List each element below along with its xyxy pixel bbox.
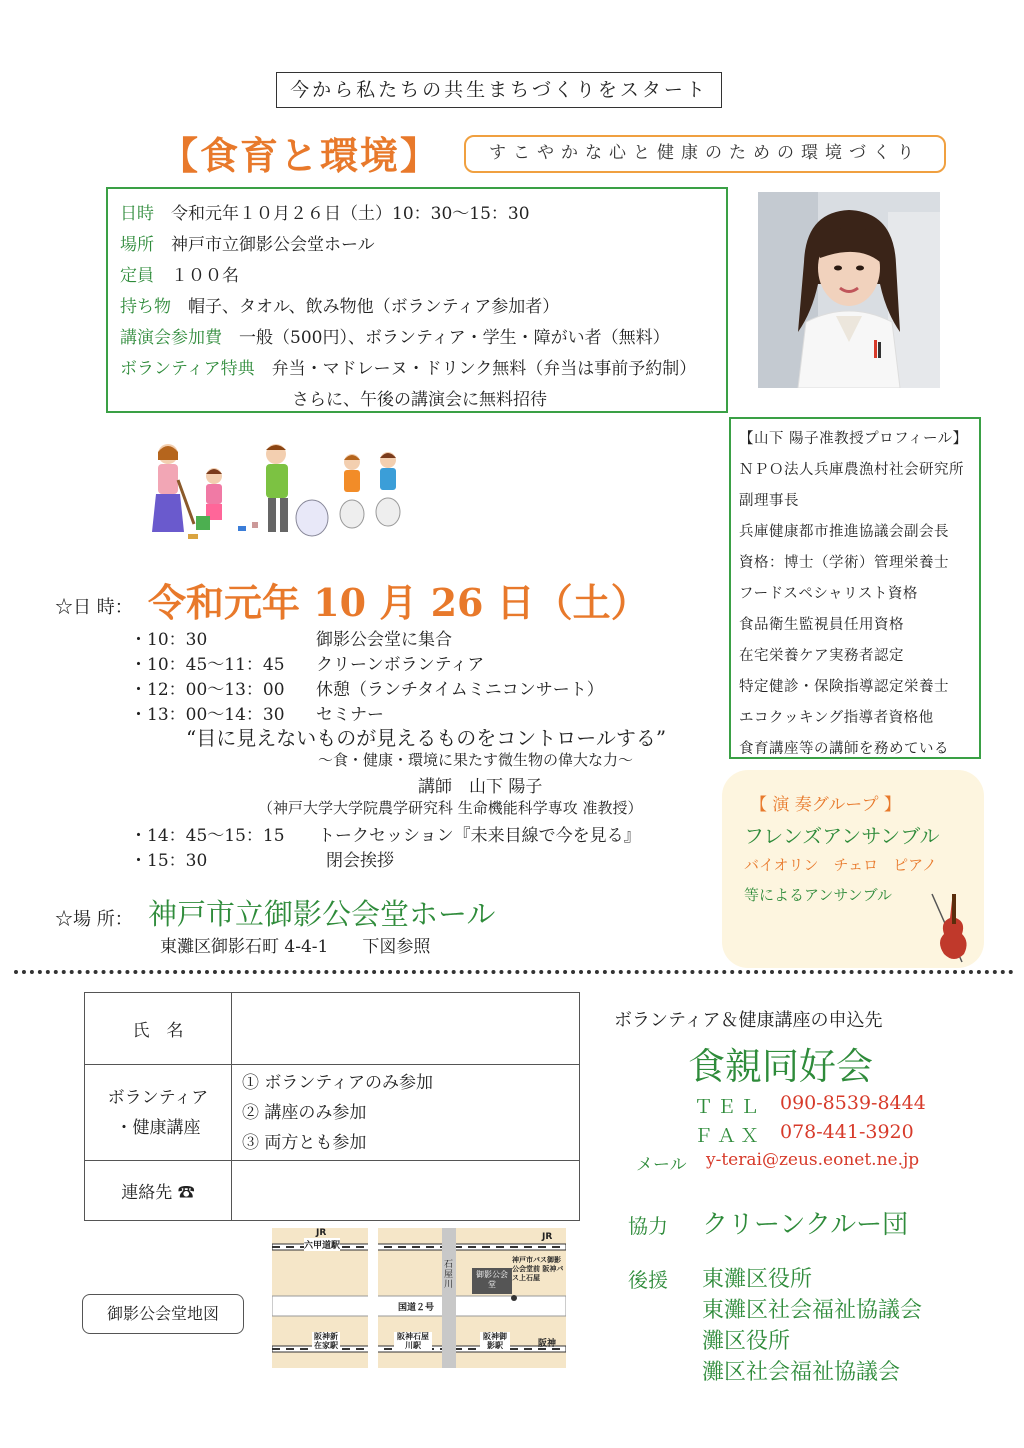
map-bus-stops: 神戸市バス御影公会堂前 阪神バス上石屋 [512,1256,564,1282]
lecturer-photo [758,192,940,388]
main-title: 【食育と環境】 [160,133,441,178]
profile-line: 兵庫健康都市推進協議会副会長 [739,524,949,540]
volunteer-label [85,1065,232,1161]
map-hall: 御影公会堂 [476,1270,508,1289]
profile-line: フードスペシャリスト資格 [739,586,918,602]
support-label: 後援 [628,1268,668,1292]
info-label: 講演会参加費 [120,328,222,348]
venue-address: 東灘区御影石町 4-4-1 下図参照 [160,937,431,957]
venue-label: ☆場 所： [55,909,133,930]
info-value: 令和元年１０月２６日（土）10：30〜15：30 [171,204,530,224]
profile-line: 食品衛生監視員任用資格 [739,617,904,633]
info-row-capacity [120,261,239,286]
info-label: 日時 [120,204,154,224]
schedule-event: トークセッション『未来目線で今を見る』 [318,826,641,846]
map-jr-left: JR [316,1228,327,1238]
info-label: 定員 [120,266,154,286]
event-date: 令和元年 10 月 26 日（土） [148,580,649,625]
tel-number[interactable]: 090-8539-8444 [780,1092,926,1114]
schedule-event: 御影公会堂に集合 [316,630,452,650]
schedule-time: ・10：45〜11：45 [130,655,285,675]
schedule-time: ・15：30 [130,851,208,871]
cooperation-org: クリーンクルー団 [702,1210,909,1240]
info-row-benefit [120,354,696,379]
schedule-time: ・10：30 [130,630,208,650]
schedule-event: 休憩（ランチタイムミニコンサート） [316,680,604,700]
cooperation-label: 協力 [628,1214,668,1238]
profile-box [729,417,981,759]
violin-icon [922,892,972,966]
volunteer-illustration [148,440,418,550]
seminar-lecturer: 講師 山下 陽子 [418,777,543,797]
participation-options[interactable] [232,1065,580,1161]
map-river: 石屋川 [444,1260,454,1290]
info-label: 場所 [120,235,154,255]
map-hanshin-station: 阪神石屋川駅 [394,1332,432,1350]
map-label: 御影公会堂地図 [82,1294,244,1334]
profile-heading: 【山下 陽子准教授プロフィール】 [739,431,968,447]
music-group-box [722,770,984,968]
schedule-time: ・14：45〜15：15 [130,826,285,846]
date-label: ☆日 時： [55,597,133,618]
music-description: 等によるアンサンブル [744,886,893,904]
supporter: 灘区社会福祉協議会 [702,1360,901,1385]
name-field[interactable] [232,993,580,1065]
apply-heading: ボランティア＆健康講座の申込先 [614,1010,883,1031]
mail-address[interactable]: y-terai@zeus.eonet.ne.jp [706,1150,920,1170]
cut-line [14,970,1014,974]
fax-label: ＦＡＸ [694,1125,764,1147]
application-form [84,992,580,1221]
top-banner: 今から私たちの共生まちづくりをスタート [276,72,722,108]
schedule-event: クリーンボランティア [316,655,485,675]
seminar-title: “目に見えないものが見えるものをコントロールする” [186,726,667,750]
venue-map [272,1228,566,1368]
profile-line: エコクッキング指導者資格他 [739,710,934,726]
info-extra: さらに、午後の講演会に無料招待 [292,390,547,410]
option-both[interactable]: ③ 両方とも参加 [242,1132,367,1153]
supporter: 灘区役所 [702,1329,791,1354]
map-route: 国道２号 [398,1303,435,1313]
schedule-event: 閉会挨拶 [326,851,394,871]
contact-label: 連絡先 ☎ [85,1161,232,1221]
info-value: 弁当・マドレーヌ・ドリンク無料（弁当は事前予約制） [271,359,697,379]
option-seminar-only[interactable]: ② 講座のみ参加 [242,1102,367,1123]
profile-line: 食育講座等の講師を務めている [739,741,949,757]
music-heading: 【 演 奏グループ 】 [750,795,901,815]
profile-line: ＮＰＯ法人兵庫農漁村社会研究所 [739,462,964,478]
option-volunteer-only[interactable]: ① ボランティアのみ参加 [242,1072,434,1093]
profile-line: 特定健診・保険指導認定栄養士 [739,679,949,695]
schedule-event: セミナー [316,705,384,725]
map-jr-station: 六甲道駅 [304,1238,340,1251]
tel-label: ＴＥＬ [694,1096,764,1118]
mail-label: メール [636,1155,687,1175]
info-row-belongings [120,292,559,317]
supporter: 東灘区社会福祉協議会 [702,1298,923,1323]
venue-name: 神戸市立御影公会堂ホール [148,897,496,931]
info-value: 一般（500円）、ボランティア・学生・障がい者（無料） [239,328,670,348]
info-value: １００名 [171,266,239,286]
fax-number: 078-441-3920 [780,1121,914,1143]
seminar-affiliation: （神戸大学大学院農学研究科 生命機能科学専攻 准教授） [258,799,643,817]
schedule-time: ・12：00〜13：00 [130,680,285,700]
info-row-fee [120,323,670,348]
map-hanshin-right: 阪神 [538,1339,557,1349]
info-label: 持ち物 [120,297,171,317]
subtitle-box: すこやかな心と健康のための環境づくり [464,135,946,173]
info-label: ボランティア特典 [120,359,255,379]
volunteer-label-line: ・健康講座 [115,1117,201,1138]
event-info-box [106,187,728,413]
map-hanshin-station: 阪神御影駅 [480,1332,510,1350]
seminar-subtitle: 〜食・健康・環境に果たす微生物の偉大な力〜 [318,751,634,769]
volunteer-label-line: ボランティア [107,1087,209,1108]
profile-line: 資格：博士（学術）管理栄養士 [739,555,949,571]
info-value: 帽子、タオル、飲み物他（ボランティア参加者） [188,297,560,317]
music-group-name: フレンズアンサンブル [744,824,940,848]
contact-field[interactable] [232,1161,580,1221]
info-row-datetime [120,199,530,224]
profile-line: 在宅栄養ケア実務者認定 [739,648,904,664]
music-instruments: バイオリン チェロ ピアノ [744,856,937,874]
map-hanshin-station: 阪神新在家駅 [314,1332,338,1350]
info-row-place [120,230,375,255]
profile-line: 副理事長 [739,493,799,509]
supporter: 東灘区役所 [702,1267,813,1292]
schedule-time: ・13：00〜14：30 [130,705,285,725]
map-jr-right: JR [542,1232,553,1242]
info-value: 神戸市立御影公会堂ホール [171,235,375,255]
name-label: 氏 名 [85,993,232,1065]
apply-organization: 食親同好会 [688,1045,873,1088]
